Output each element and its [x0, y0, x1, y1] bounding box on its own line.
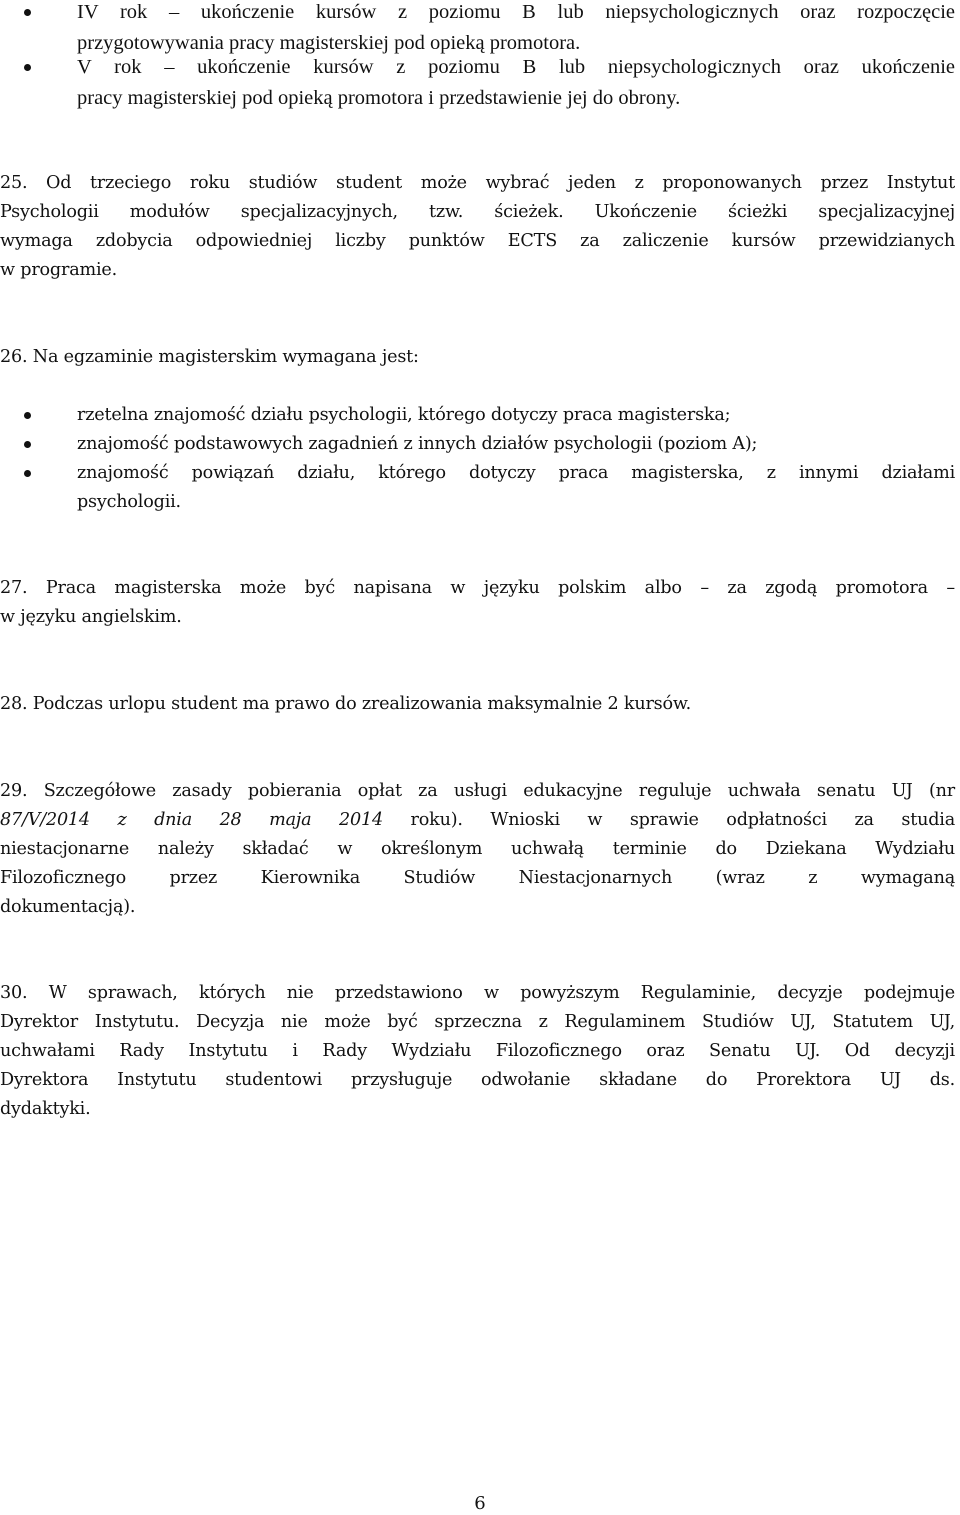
text-line: IV rok – ukończenie kursów z poziomu B lub niepsychologicznych oraz rozpoczęcie	[77, 1, 955, 23]
text-line: rzetelna znajomość działu psychologii, którego dotyczy praca magisterska;	[77, 405, 731, 425]
text-line: 26. Na egzaminie magisterskim wymagana jest:	[0, 347, 419, 367]
text-line: uchwałami Rady Instytutu i Rady Wydziału Filozoficznego oraz Senatu UJ. Od decyzji	[0, 1041, 955, 1061]
page-number: 6	[474, 1493, 486, 1514]
text-line: znajomość podstawowych zagadnień z innych działów psychologii (poziom A);	[77, 434, 758, 454]
text-line: wymaga zdobycia odpowiedniej liczby punktów ECTS za zaliczenie kursów przewidzianych	[0, 231, 955, 251]
text-line: przygotowywania pracy magisterskiej pod opieką promotora.	[77, 32, 581, 54]
list-item	[0, 0, 960, 59]
bullet-icon	[24, 412, 31, 419]
resolution-reference: 87/V/2014 z dnia 28 maja 2014	[0, 810, 383, 830]
text-fragment: roku). Wnioski w sprawie odpłatności za studia	[382, 810, 955, 830]
list-item	[0, 52, 960, 114]
paragraph-27	[0, 574, 955, 632]
paragraph-30	[0, 979, 955, 1124]
bullet-icon	[24, 441, 31, 448]
text-line: 29. Szczegółowe zasady pobierania opłat za usługi edukacyjne reguluje uchwała senatu UJ (nr	[0, 781, 955, 801]
text-line: pracy magisterskiej pod opieką promotora i przedstawienie jej do obrony.	[77, 87, 681, 109]
text-line: Filozoficznego przez Kierownika Studiów Niestacjonarnych (wraz z wymaganą	[0, 868, 955, 888]
text-line: Psychologii modułów specjalizacyjnych, tzw. ścieżek. Ukończenie ścieżki specjalizacyjnej	[0, 202, 955, 222]
paragraph-28	[0, 690, 955, 719]
text-line: dokumentacją).	[0, 897, 136, 917]
text-line: 30. W sprawach, których nie przedstawiono w powyższym Regulaminie, decyzje podejmuje	[0, 983, 955, 1003]
paragraph-29	[0, 777, 955, 922]
text-line: w języku angielskim.	[0, 607, 182, 627]
text-line: niestacjonarne należy składać w określonym uchwałą terminie do Dziekana Wydziału	[0, 839, 955, 859]
text-line: 28. Podczas urlopu student ma prawo do zrealizowania maksymalnie 2 kursów.	[0, 694, 692, 714]
text-line: w programie.	[0, 260, 117, 280]
text-line: Dyrektor Instytutu. Decyzja nie może być sprzeczna z Regulaminem Studiów UJ, Statutem UJ,	[0, 1012, 955, 1032]
paragraph-26-intro	[0, 343, 955, 372]
text-line: psychologii.	[77, 492, 181, 512]
text-line: Dyrektora Instytutu studentowi przysługuje odwołanie składane do Prorektora UJ ds.	[0, 1070, 955, 1090]
paragraph-25	[0, 169, 955, 285]
text-line	[0, 806, 955, 835]
list-item	[0, 401, 960, 430]
bullet-icon	[24, 64, 31, 71]
list-item	[0, 459, 960, 517]
text-line: 25. Od trzeciego roku studiów student może wybrać jeden z proponowanych przez Instytut	[0, 173, 955, 193]
text-line: 27. Praca magisterska może być napisana w języku polskim albo – za zgodą promotora –	[0, 578, 955, 598]
bullet-icon	[24, 9, 31, 16]
text-line: dydaktyki.	[0, 1099, 91, 1119]
text-line: V rok – ukończenie kursów z poziomu B lub niepsychologicznych oraz ukończenie	[77, 56, 955, 78]
text-line: znajomość powiązań działu, którego dotyczy praca magisterska, z innymi działami	[77, 463, 955, 483]
list-item	[0, 430, 960, 459]
bullet-icon	[24, 470, 31, 477]
